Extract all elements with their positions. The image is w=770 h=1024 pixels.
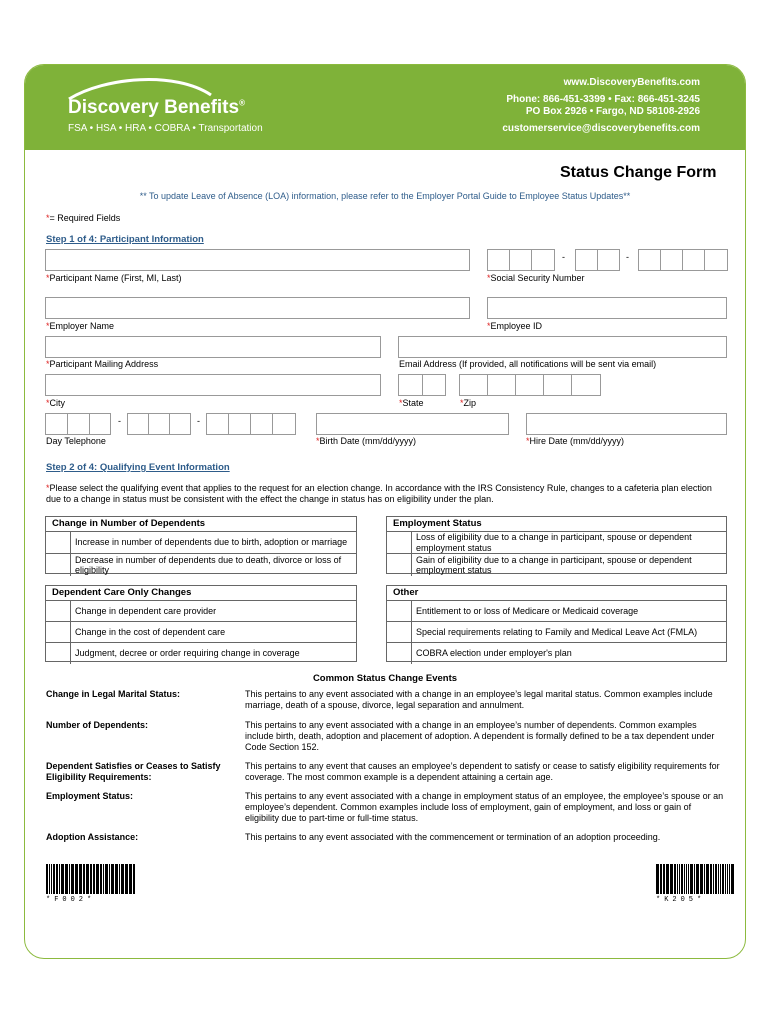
event-label: Entitlement to or loss of Medicare or Medicaid coverage [416,605,639,616]
barcode-right-label: *K205* [656,896,706,904]
common-events-title: Common Status Change Events [312,673,458,684]
barcode-bar [718,864,719,894]
event-checkbox[interactable] [387,532,412,553]
event-label: Change in dependent care provider [75,605,217,616]
event-row [387,532,726,554]
barcode-bar [713,864,714,894]
product-list: FSA • HSA • HRA • COBRA • Transportation [68,123,263,134]
barcode-left-label: *F002* [46,896,96,904]
ssn-part1-field[interactable] [487,249,555,271]
phone-prefix-field[interactable] [127,413,191,435]
event-row [387,643,726,664]
step2-instructions: *Please select the qualifying event that applies to the request for an election change. In accordance with the IRS Consistency Rule, changes to a cafeteria plan election due to a change in status must be consistent with the effect the change in status has on eligibility under the plan. [46,483,712,504]
barcode-bar [65,864,68,894]
barcode-bar [53,864,55,894]
barcode-bar [109,864,110,894]
hire-date-field[interactable] [526,413,727,435]
barcode-bar [59,864,60,894]
employment-title: Employment Status [387,517,726,532]
barcode-bar [129,864,132,894]
definition-term: Change in Legal Marital Status: [46,689,181,699]
step1-heading: Step 1 of 4: Participant Information [46,234,204,245]
barcode-bar [103,864,104,894]
employer-name-label: *Employer Name [46,321,115,331]
city-label: *City [46,398,66,408]
employer-name-field[interactable] [45,297,470,319]
event-checkbox[interactable] [387,622,412,642]
event-row [387,622,726,643]
barcode-bar [56,864,58,894]
event-checkbox[interactable] [46,554,71,576]
barcode-bar [660,864,662,894]
day-telephone-label: Day Telephone [46,436,106,446]
barcode-bar [121,864,124,894]
ssn-dash-1: - [562,252,565,262]
barcode-bar [79,864,82,894]
dependent-care-title: Dependent Care Only Changes [46,586,356,601]
event-checkbox[interactable] [46,622,71,642]
event-row [46,601,356,622]
email-link[interactable]: customerservice@discoverybenefits.com [502,123,700,134]
phone-line-field[interactable] [206,413,296,435]
participant-name-field[interactable] [45,249,470,271]
barcode-bar [61,864,64,894]
event-row [46,622,356,643]
event-checkbox[interactable] [387,601,412,621]
definition-term: Dependent Satisfies or Ceases to Satisfy Eligibility Requirements: [46,761,221,782]
barcode-bar [670,864,673,894]
definition-term: Employment Status: [46,791,134,801]
definition-term: Number of Dependents: [46,720,149,730]
barcode-right [656,864,735,894]
email-label: Email Address (If provided, all notifications will be sent via email) [399,359,657,369]
definition-term: Adoption Assistance: [46,832,139,842]
dependents-table [45,516,357,574]
state-label: *State [399,398,424,408]
phone-area-field[interactable] [45,413,111,435]
event-label: Special requirements relating to Family and Medical Leave Act (FMLA) [416,626,698,637]
email-field[interactable] [398,336,727,358]
mailing-address-field[interactable] [45,336,381,358]
barcode-bar [100,864,102,894]
barcode-bar [71,864,74,894]
trademark: ® [239,98,245,108]
ssn-part2-field[interactable] [575,249,620,271]
barcode-bar [69,864,70,894]
zip-label: *Zip [460,398,477,408]
barcode-bar [720,864,721,894]
barcode-bar [690,864,693,894]
barcode-bar [681,864,683,894]
event-label: Loss of eligibility due to a change in participant, spouse or dependent employment status [416,532,692,553]
barcode-bar [710,864,712,894]
barcode-bar [677,864,678,894]
barcode-bar [656,864,659,894]
event-row [46,643,356,664]
form-title: Status Change Form [560,164,717,181]
event-checkbox[interactable] [46,643,71,664]
hire-date-label: *Hire Date (mm/dd/yyyy) [526,436,625,446]
barcode-bar [666,864,669,894]
phone-dash-1: - [118,416,121,426]
required-text: = Required Fields [49,213,121,223]
participant-name-label: *Participant Name (First, MI, Last) [46,273,182,283]
barcode-bar [115,864,118,894]
event-checkbox[interactable] [387,554,412,576]
event-checkbox[interactable] [387,643,412,664]
barcode-bar [696,864,699,894]
barcode-bar [715,864,717,894]
event-row [387,601,726,622]
barcode-bar [133,864,135,894]
barcode-bar [674,864,676,894]
city-field[interactable] [45,374,381,396]
event-checkbox[interactable] [46,601,71,621]
barcode-bar [96,864,99,894]
brand-name: Discovery Benefits [68,97,240,118]
barcode-bar [75,864,78,894]
event-label: Change in the cost of dependent care [75,626,226,637]
barcode-bar [105,864,108,894]
event-row [387,554,726,576]
other-table [386,585,727,662]
barcode-bar [700,864,703,894]
required-legend [46,213,120,223]
barcode-bar [727,864,728,894]
barcode-bar [729,864,730,894]
mailing-address: PO Box 2926 • Fargo, ND 58108-2926 [525,106,700,117]
mailing-address-label: *Participant Mailing Address [46,359,159,369]
barcode-bar [679,864,680,894]
ssn-label: *Social Security Number [487,273,585,283]
brand-logo [68,97,245,119]
employee-id-label: *Employee ID [487,321,543,331]
definition-text: This pertains to any event associated with a change in employment status of an employee, the employee’s spouse or an employee’s dependent. Common examples include loss of employment, gain of employment, and loss or gain of eligibility due to part-time or full-time status. [245,791,724,823]
barcode-bar [686,864,687,894]
definition-text: This pertains to any event that causes an employee’s dependent to satisfy or cease to satisfy eligibility requirements for coverage. The most common example is a dependent attaining a certain age. [245,761,720,782]
barcode-bar [125,864,128,894]
phone-fax: Phone: 866-451-3399 • Fax: 866-451-3245 [506,94,700,105]
definition-text: This pertains to any event associated with a change in an employee’s legal marital status. Common examples include marriage, death of a spouse, divorce, legal separation and annulment. [245,689,713,710]
barcode-bar [688,864,689,894]
barcode-bar [731,864,734,894]
employment-table [386,516,727,574]
barcode-bar [46,864,48,894]
loa-note: ** To update Leave of Absence (LOA) information, please refer to the Employer Portal Guide to Employee Status Updates** [139,191,631,201]
barcode-bar [704,864,705,894]
phone-dash-2: - [197,416,200,426]
barcode-bar [119,864,120,894]
barcode-bar [83,864,85,894]
barcode-bar [111,864,114,894]
other-title: Other [387,586,726,601]
barcode-bar [93,864,95,894]
required-mark: * [46,213,50,223]
dependents-title: Change in Number of Dependents [46,517,356,532]
event-label: Gain of eligibility due to a change in participant, spouse or dependent employment status [416,554,692,575]
birth-date-field[interactable] [316,413,509,435]
barcode-bar [722,864,724,894]
step2-heading: Step 2 of 4: Qualifying Event Information [46,462,230,473]
definition-text: This pertains to any event associated with the commencement or termination of an adoption proceeding. [245,832,661,842]
ssn-dash-2: - [626,252,629,262]
zip-field[interactable] [459,374,601,396]
header-banner [25,65,745,150]
state-field[interactable] [398,374,446,396]
dependent-care-table [45,585,357,662]
event-row [46,554,356,576]
website-link[interactable]: www.DiscoveryBenefits.com [563,77,700,88]
event-label: Judgment, decree or order requiring change in coverage [75,648,300,659]
employee-id-field[interactable] [487,297,727,319]
definition-text: This pertains to any event associated with a change in an employee’s number of dependents. Common examples include birth, death, adoption and placement of adoption. A dependent is formally defined to be a tax dependent under Code Section 152. [245,720,715,752]
barcode-bar [51,864,52,894]
event-label: Decrease in number of dependents due to death, divorce or loss of eligibility [75,554,342,575]
barcode-bar [49,864,50,894]
event-label: Increase in number of dependents due to birth, adoption or marriage [75,537,348,548]
birth-date-label: *Birth Date (mm/dd/yyyy) [316,436,417,446]
ssn-part3-field[interactable] [638,249,728,271]
event-row [46,532,356,554]
event-label: COBRA election under employer's plan [416,648,572,659]
barcode-bar [684,864,685,894]
barcode-bar [90,864,92,894]
event-checkbox[interactable] [46,532,71,553]
barcode-bar [694,864,695,894]
barcode-bar [706,864,709,894]
barcode-left [46,864,136,894]
barcode-bar [663,864,665,894]
barcode-bar [725,864,726,894]
barcode-bar [86,864,89,894]
